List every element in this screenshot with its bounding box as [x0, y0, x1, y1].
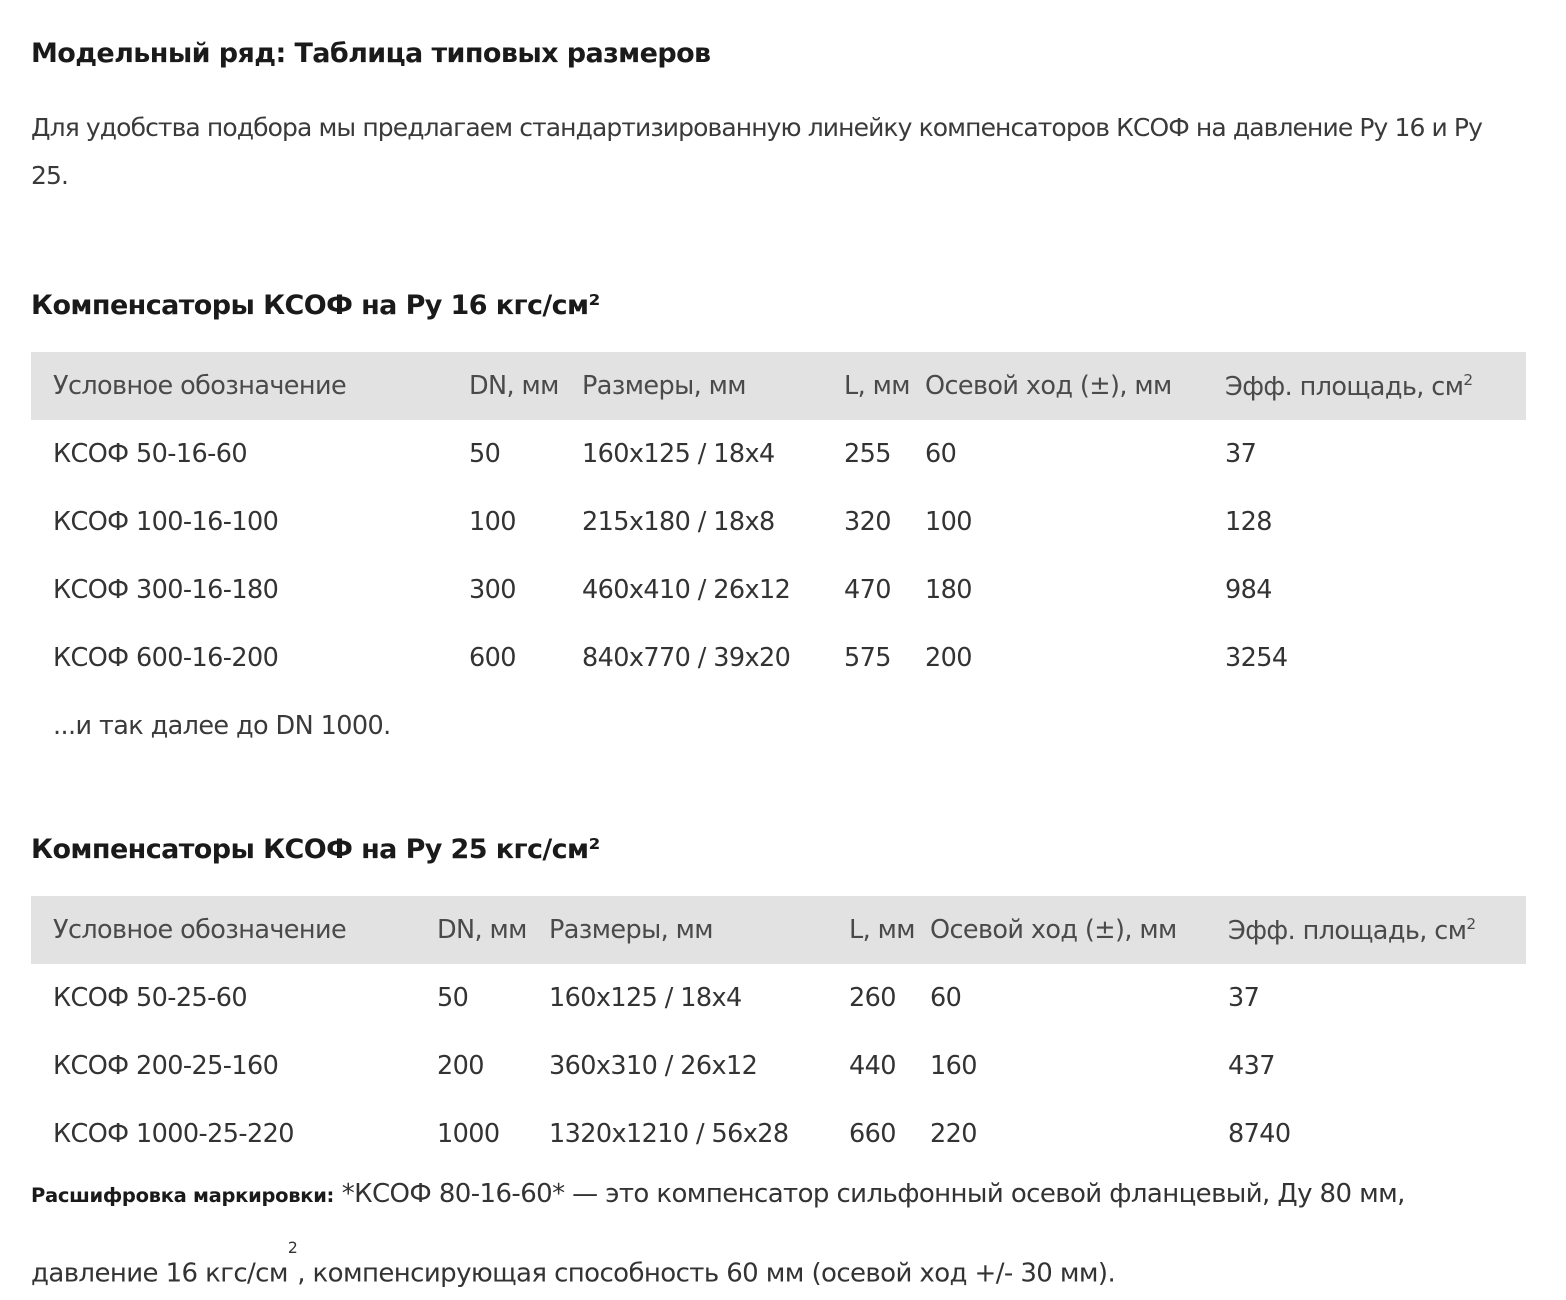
cell-size: 215x180 / 18x8	[582, 507, 775, 537]
cell-designation: КСОФ 200-25-160	[53, 1051, 279, 1081]
column-header-dn: DN, мм	[437, 915, 527, 945]
table-note-row	[31, 692, 1526, 760]
column-header-stroke: Осевой ход (±), мм	[930, 915, 1177, 945]
table-row	[31, 964, 1526, 1032]
cell-area: 984	[1225, 575, 1272, 605]
table-row	[31, 1100, 1526, 1168]
cell-area: 37	[1225, 439, 1257, 469]
cell-size: 460x410 / 26x12	[582, 575, 791, 605]
table-row	[31, 624, 1526, 692]
cell-stroke: 160	[930, 1051, 977, 1081]
column-header-area-text: Эфф. площадь, см	[1225, 371, 1464, 402]
cell-area: 8740	[1228, 1119, 1291, 1149]
table-header-row	[31, 352, 1526, 420]
cell-area: 3254	[1225, 643, 1288, 673]
cell-stroke: 100	[925, 507, 972, 537]
cell-designation: КСОФ 100-16-100	[53, 507, 279, 537]
cell-size: 360x310 / 26x12	[549, 1051, 758, 1081]
column-header-area	[1225, 352, 1526, 420]
cell-designation: КСОФ 50-16-60	[53, 439, 247, 469]
cell-stroke: 220	[930, 1119, 977, 1149]
column-header-dn: DN, мм	[469, 371, 559, 401]
intro-paragraph: Для удобства подбора мы предлагаем стандартизированную линейку компенсаторов КСОФ на давление Ру 16 и Ру 25.	[31, 113, 1482, 190]
cell-dn: 50	[469, 439, 501, 469]
column-header-area-text: Эфф. площадь, см	[1228, 915, 1467, 946]
cell-designation: КСОФ 50-25-60	[53, 983, 247, 1013]
cell-area: 128	[1225, 507, 1272, 537]
sizes-table-pu16	[31, 352, 1526, 760]
page-title: Модельный ряд: Таблица типовых размеров	[31, 38, 711, 69]
table-row	[31, 488, 1526, 556]
cell-stroke: 200	[925, 643, 972, 673]
cell-designation: КСОФ 300-16-180	[53, 575, 279, 605]
superscript: 2	[287, 1239, 298, 1257]
column-header-size: Размеры, мм	[549, 915, 713, 945]
cell-area: 437	[1228, 1051, 1275, 1081]
sizes-table-pu25	[31, 896, 1526, 1168]
cell-size: 160x125 / 18x4	[549, 983, 742, 1013]
cell-dn: 300	[469, 575, 516, 605]
column-header-designation: Условное обозначение	[53, 915, 347, 945]
table-body-pu16	[31, 420, 1526, 760]
cell-dn: 200	[437, 1051, 484, 1081]
cell-size: 1320x1210 / 56x28	[549, 1119, 789, 1149]
superscript: 2	[1463, 370, 1473, 389]
column-header-designation: Условное обозначение	[53, 371, 347, 401]
cell-l: 575	[844, 643, 891, 673]
cell-l: 260	[849, 983, 896, 1013]
table-note: ...и так далее до DN 1000.	[53, 711, 391, 741]
cell-stroke: 60	[930, 983, 962, 1013]
column-header-area	[1228, 896, 1526, 964]
table-header-row	[31, 896, 1526, 964]
cell-dn: 100	[469, 507, 516, 537]
table-row	[31, 1032, 1526, 1100]
cell-stroke: 180	[925, 575, 972, 605]
cell-dn: 1000	[437, 1119, 500, 1149]
legend-text-end: , компенсирующая способность 60 мм (осевой ход +/- 30 мм).	[297, 1258, 1116, 1289]
cell-stroke: 60	[925, 439, 957, 469]
table-body-pu25	[31, 964, 1526, 1168]
legend-text: *КСОФ 80-16-60* — это компенсатор сильфонный осевой фланцевый, Ду 80 мм, давление 16 кгс/см	[31, 1179, 1405, 1289]
section-title-pu16: Компенсаторы КСОФ на Ру 16 кгс/см²	[31, 290, 600, 321]
column-header-l: L, мм	[849, 915, 915, 945]
legend-label: Расшифровка маркировки:	[31, 1184, 335, 1207]
cell-size: 160x125 / 18x4	[582, 439, 775, 469]
cell-l: 255	[844, 439, 891, 469]
cell-dn: 600	[469, 643, 516, 673]
cell-l: 440	[849, 1051, 896, 1081]
cell-area: 37	[1228, 983, 1260, 1013]
column-header-size: Размеры, мм	[582, 371, 746, 401]
section-title-pu25: Компенсаторы КСОФ на Ру 25 кгс/см²	[31, 834, 600, 865]
column-header-stroke: Осевой ход (±), мм	[925, 371, 1172, 401]
table-row	[31, 556, 1526, 624]
cell-size: 840x770 / 39x20	[582, 643, 791, 673]
column-header-l: L, мм	[844, 371, 910, 401]
cell-l: 660	[849, 1119, 896, 1149]
cell-designation: КСОФ 1000-25-220	[53, 1119, 294, 1149]
cell-l: 470	[844, 575, 891, 605]
marking-legend	[31, 1168, 1531, 1300]
cell-l: 320	[844, 507, 891, 537]
cell-dn: 50	[437, 983, 469, 1013]
table-row	[31, 420, 1526, 488]
superscript: 2	[1466, 914, 1476, 933]
cell-designation: КСОФ 600-16-200	[53, 643, 279, 673]
